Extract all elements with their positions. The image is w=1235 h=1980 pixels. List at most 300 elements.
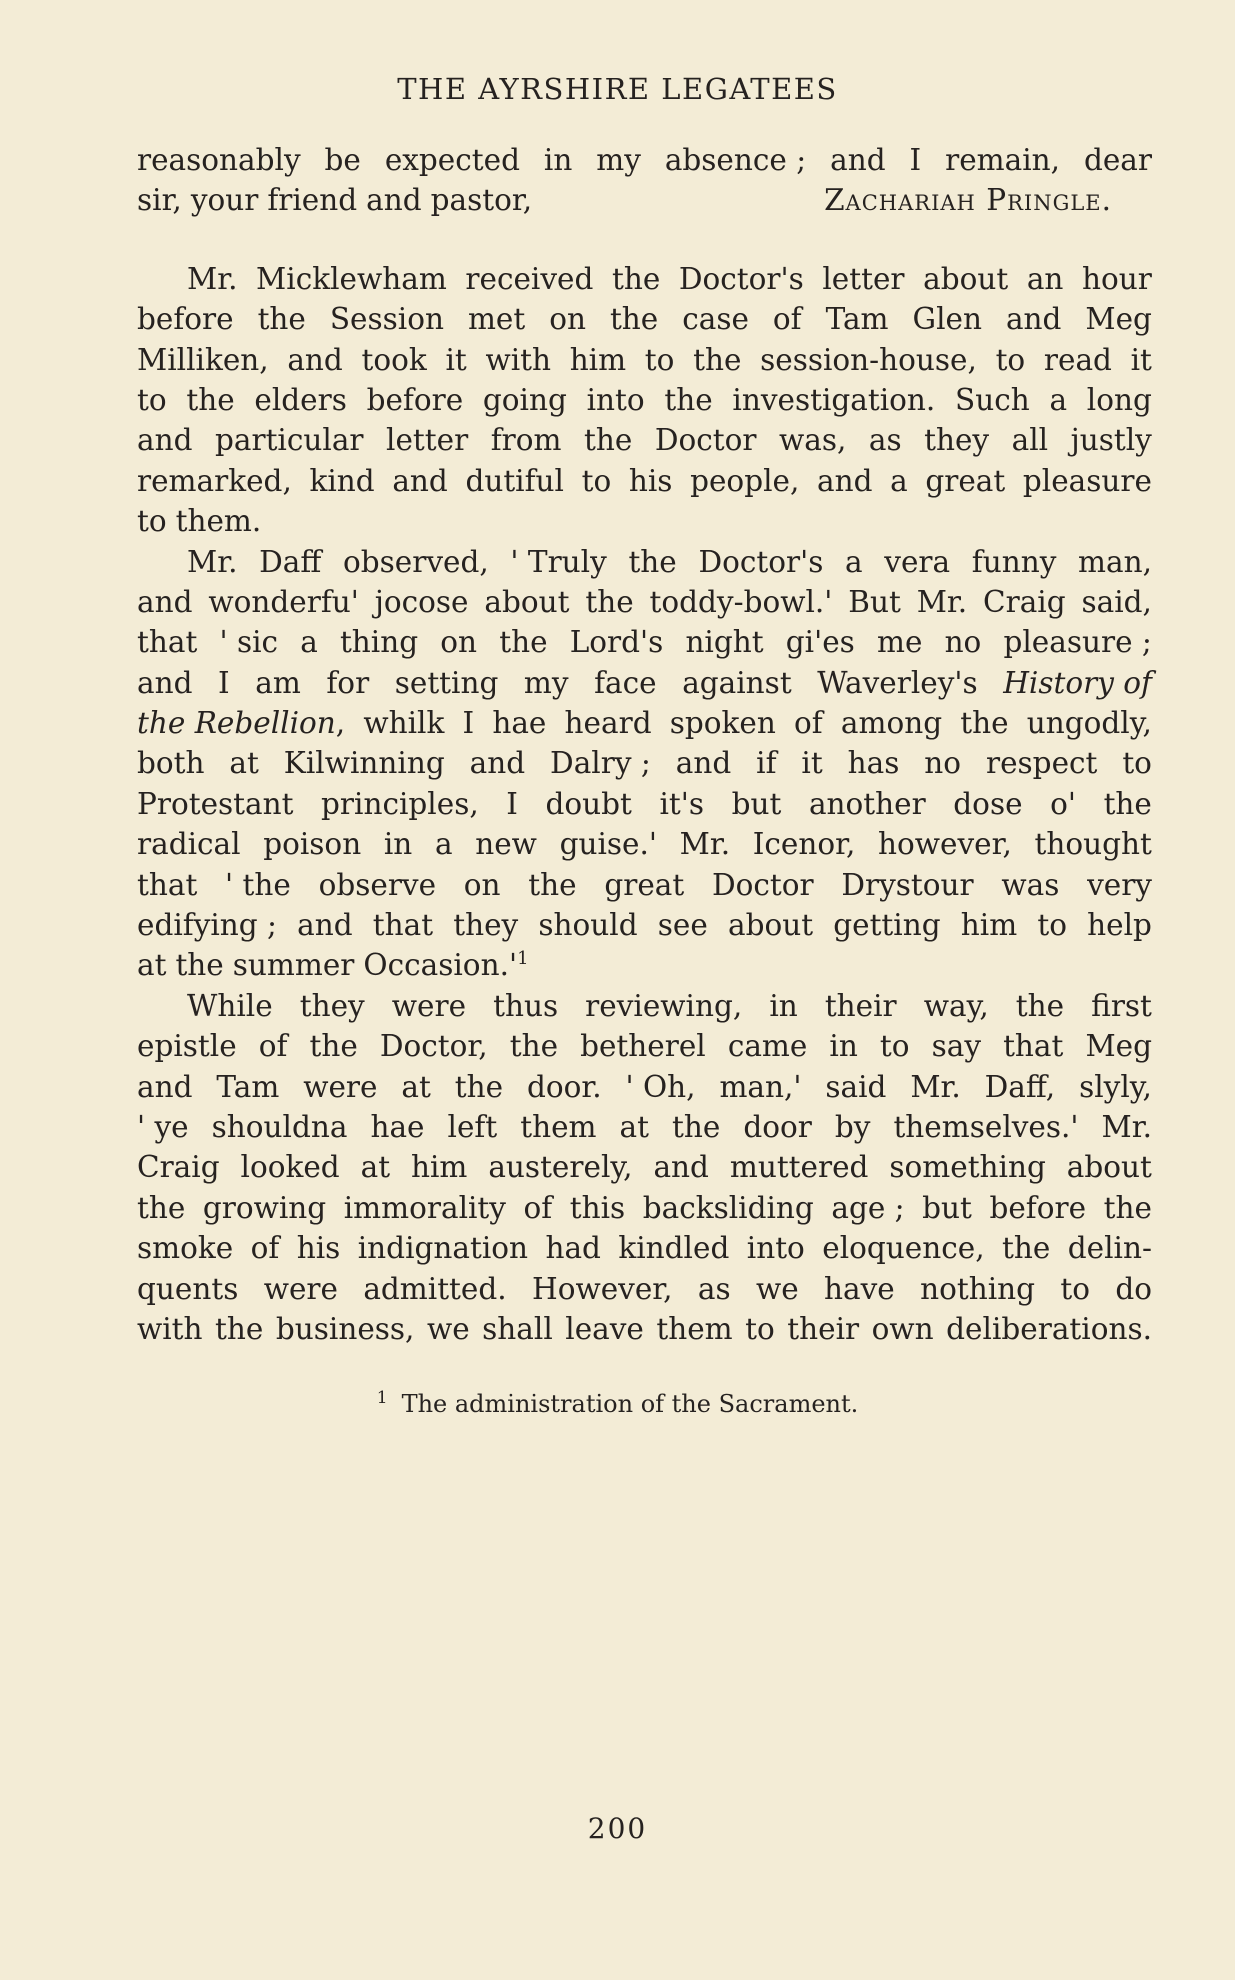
word: and	[137, 665, 193, 700]
word: door	[743, 1109, 812, 1144]
word: hae	[370, 1109, 425, 1144]
word: them	[656, 1311, 733, 1346]
word: slyly,	[1079, 1069, 1152, 1104]
word: see	[657, 908, 708, 943]
word: the	[584, 423, 633, 458]
word: but	[922, 1190, 972, 1225]
word: of	[258, 1029, 288, 1064]
word: poison	[263, 827, 362, 862]
word: business,	[275, 1311, 415, 1346]
word: Doctor	[711, 867, 814, 902]
text-line	[137, 140, 1152, 180]
word: by	[834, 1109, 871, 1144]
word: the	[585, 584, 634, 619]
word: left	[447, 1109, 498, 1144]
text-line	[137, 1067, 1152, 1107]
word: have	[824, 1271, 895, 1306]
page-number: 200	[587, 1812, 648, 1845]
word: Mr.	[679, 827, 731, 862]
word: admitted.	[363, 1271, 507, 1306]
word: absence ;	[664, 143, 807, 177]
word: in	[769, 988, 798, 1023]
word: be	[324, 143, 361, 177]
word: were	[263, 1271, 338, 1306]
word: Meg	[1085, 1029, 1152, 1064]
word: that	[1003, 1029, 1064, 1064]
word: sir,	[137, 183, 182, 218]
word: my	[596, 143, 641, 177]
text-line	[137, 743, 1152, 783]
word: muttered	[729, 1150, 869, 1185]
word: if	[756, 746, 777, 781]
footnote-text: The administration of the Sacrament.	[401, 1390, 859, 1418]
word: before	[137, 302, 234, 337]
word: the	[960, 706, 1009, 741]
word: came	[727, 1029, 808, 1064]
word: were	[303, 1069, 378, 1104]
word: Kilwinning	[283, 746, 445, 781]
word: people,	[690, 463, 800, 498]
word: great	[604, 867, 685, 902]
word: o'	[1050, 786, 1076, 821]
word: Doctor's	[678, 261, 804, 296]
word: received	[465, 261, 594, 296]
word: quents	[137, 1271, 239, 1306]
word: to	[879, 1029, 910, 1064]
word: to	[644, 342, 675, 377]
word: the	[628, 544, 677, 579]
word: face	[594, 665, 657, 700]
word: ' sic	[219, 625, 279, 660]
word: and	[366, 183, 422, 218]
word: ' the	[225, 867, 291, 902]
word: shouldna	[211, 1109, 348, 1144]
word: themselves.'	[893, 1109, 1079, 1144]
word: observe	[318, 867, 437, 902]
word: me	[876, 625, 923, 660]
word: pleasure ;	[1003, 625, 1152, 660]
word: dutiful	[465, 463, 564, 498]
word: of	[794, 706, 823, 741]
word: the	[499, 625, 548, 660]
word: guise.'	[559, 827, 657, 862]
word: about	[923, 261, 1009, 296]
word: Such	[955, 382, 1030, 417]
word: the	[454, 1069, 504, 1104]
word: and	[392, 463, 448, 498]
word: about	[484, 584, 570, 619]
word: kind	[309, 463, 375, 498]
word: edifying ;	[137, 908, 277, 943]
italic-title: the Rebellion	[137, 706, 336, 741]
word: letter	[386, 423, 469, 458]
word: shall	[482, 1311, 553, 1346]
word: and	[137, 584, 193, 619]
word: of	[250, 1231, 280, 1266]
word: the	[1015, 988, 1065, 1023]
word: going	[482, 382, 567, 417]
word: the	[186, 382, 235, 417]
text-line	[137, 461, 1152, 501]
word: While	[187, 988, 273, 1023]
word: Lord's	[569, 625, 664, 660]
word: ' Oh,	[625, 1069, 696, 1104]
word: case	[682, 302, 749, 337]
word: particular	[215, 423, 364, 458]
word	[137, 703, 345, 743]
text-line	[137, 1309, 1152, 1349]
word: own	[871, 1311, 934, 1346]
word: of	[772, 302, 802, 337]
word: to	[1060, 1271, 1090, 1306]
word: pastor,	[430, 183, 533, 218]
word: Mr.	[187, 544, 238, 579]
word: the	[1002, 1231, 1051, 1266]
word: Session	[329, 302, 444, 337]
word: no	[944, 625, 982, 660]
word: but	[731, 786, 782, 821]
paragraph-gap	[137, 221, 1152, 259]
word: to	[137, 382, 167, 417]
word: radical	[137, 827, 241, 862]
word: the	[609, 302, 659, 337]
word: Meg	[1085, 302, 1152, 337]
word: their	[787, 1311, 860, 1346]
word: the	[664, 382, 713, 417]
text-line	[137, 1026, 1152, 1066]
word: the	[215, 1311, 264, 1346]
word: a	[300, 625, 318, 660]
word: austerely,	[488, 1150, 633, 1185]
word: a	[434, 827, 453, 862]
word: Mr.	[187, 261, 238, 296]
text-line	[137, 180, 1152, 220]
word: on	[463, 867, 501, 902]
word: epistle	[137, 1029, 237, 1064]
word: observed,	[343, 544, 489, 579]
word: Daff	[259, 544, 322, 579]
word: into	[586, 382, 645, 417]
word: Milliken,	[137, 342, 269, 377]
word: to	[745, 1311, 775, 1346]
word: nothing	[920, 1271, 1036, 1306]
word: read	[1043, 342, 1112, 377]
word: I	[462, 706, 475, 741]
word: expected	[384, 143, 520, 177]
word: ungodly,	[1026, 706, 1152, 741]
word: said	[825, 1069, 887, 1104]
text-line	[137, 1147, 1152, 1187]
footnote-mark: 1	[376, 1388, 388, 1408]
word: long	[1086, 382, 1152, 417]
word: say	[931, 1029, 982, 1064]
text-line	[137, 1228, 1152, 1268]
word: in	[543, 143, 573, 177]
word: do	[1115, 1271, 1152, 1306]
word: and	[675, 746, 732, 781]
word: way,	[923, 988, 989, 1023]
word: ' ye	[137, 1109, 189, 1144]
word: at	[229, 746, 259, 781]
word: Craig	[983, 584, 1066, 619]
word: a	[845, 544, 863, 579]
word: his	[628, 463, 673, 498]
word: thought	[1034, 827, 1152, 862]
word: Protestant	[137, 786, 294, 821]
text-line	[137, 1107, 1152, 1147]
text-line	[137, 380, 1152, 420]
text-line	[137, 420, 1152, 460]
word: as	[868, 423, 902, 458]
word: pleasure	[1022, 463, 1152, 498]
word: him	[569, 342, 627, 377]
word: man,	[1078, 544, 1152, 579]
word: to	[1037, 908, 1067, 943]
word: heard	[564, 706, 652, 741]
word: I	[218, 665, 230, 700]
word: at	[619, 1109, 649, 1144]
word: investigation.	[732, 382, 936, 417]
word: him	[411, 1150, 468, 1185]
word: said,	[1081, 584, 1152, 619]
word: it	[1130, 342, 1152, 377]
text-line	[137, 663, 1152, 703]
word: we	[426, 1311, 470, 1346]
word: very	[1087, 867, 1152, 902]
word: an	[1026, 261, 1064, 296]
word: the	[1103, 786, 1152, 821]
word: reviewing,	[585, 988, 743, 1023]
footnote-ref: 1	[517, 948, 529, 970]
word: it	[801, 746, 823, 781]
text-line	[137, 259, 1152, 299]
word: before	[366, 382, 464, 417]
word: on	[440, 625, 478, 660]
word: whilk	[363, 706, 445, 741]
word: the	[309, 1029, 358, 1064]
word: Doctor's	[698, 544, 824, 579]
word: him	[960, 908, 1018, 943]
word: door.	[526, 1069, 602, 1104]
text-line	[137, 622, 1152, 662]
word: they	[924, 423, 990, 458]
word: principles,	[321, 786, 479, 821]
word: Tam	[825, 302, 889, 337]
word: to	[995, 342, 1026, 377]
word: it's	[659, 786, 705, 821]
word: both	[137, 746, 205, 781]
word: summer	[232, 948, 355, 983]
text-line	[137, 340, 1152, 380]
punctuation: ,	[335, 706, 346, 741]
word: letter	[822, 261, 905, 296]
word: looked	[240, 1150, 340, 1185]
word: Daff,	[984, 1069, 1056, 1104]
word: leave	[565, 1311, 644, 1346]
text-line	[137, 1188, 1152, 1228]
word: and	[137, 1069, 193, 1104]
word: them.	[175, 504, 262, 539]
word: friend	[267, 183, 358, 218]
word: no	[924, 746, 962, 781]
word: ' Truly	[510, 544, 607, 579]
word: all	[1011, 423, 1049, 458]
text-line	[137, 986, 1152, 1026]
word: and	[817, 463, 873, 498]
word: dose	[953, 786, 1023, 821]
word: in	[829, 1029, 858, 1064]
word: the	[175, 948, 224, 983]
word: was	[1001, 867, 1060, 902]
word: that	[137, 867, 198, 902]
running-head: THE AYRSHIRE LEGATEES	[397, 72, 838, 106]
word: doubt	[545, 786, 632, 821]
word: session-house,	[760, 342, 977, 377]
word: that	[137, 625, 198, 660]
word: hour	[1082, 261, 1152, 296]
word: remain,	[945, 143, 1061, 177]
word: a	[890, 463, 908, 498]
word: remarked,	[137, 463, 292, 498]
word: Dalry ;	[550, 746, 651, 781]
word: man,'	[719, 1069, 802, 1104]
word: in	[383, 827, 413, 862]
word: something	[889, 1150, 1046, 1185]
word: among	[840, 706, 943, 741]
word: am	[255, 665, 301, 700]
word: his	[296, 1231, 341, 1266]
text-line	[137, 945, 1152, 985]
word: and	[469, 746, 526, 781]
word: before	[989, 1190, 1087, 1225]
word: and	[830, 143, 886, 177]
text-line	[137, 905, 1152, 945]
footnote	[0, 1390, 1235, 1418]
word: Micklewham	[256, 261, 447, 296]
word: justly	[1070, 423, 1152, 458]
word: the	[672, 1109, 721, 1144]
word: smoke	[137, 1231, 234, 1266]
word: first	[1091, 988, 1152, 1023]
word: and	[297, 908, 353, 943]
word: against	[682, 665, 792, 700]
italic-title: History of	[1003, 665, 1152, 700]
word: delin-	[1067, 1231, 1152, 1266]
word: jocose	[374, 584, 469, 619]
word: on	[549, 302, 586, 337]
word: the	[528, 867, 577, 902]
word: respect	[985, 746, 1098, 781]
word: they	[299, 988, 365, 1023]
word: has	[847, 746, 900, 781]
word: age ;	[831, 1190, 905, 1225]
word: however,	[878, 827, 1012, 862]
word: at	[401, 1069, 431, 1104]
word: to	[1122, 746, 1152, 781]
word: But	[848, 584, 901, 619]
word: as	[697, 1271, 731, 1306]
text-line	[137, 1269, 1152, 1309]
text-line	[137, 542, 1152, 582]
word: that	[372, 908, 434, 943]
word: the	[611, 261, 661, 296]
text-line	[137, 299, 1152, 339]
word: the	[693, 342, 742, 377]
word: Icenor,	[752, 827, 856, 862]
word: the	[257, 302, 306, 337]
word: we	[755, 1271, 799, 1306]
text-line	[137, 865, 1152, 905]
word: the	[509, 1029, 559, 1064]
word: thing	[339, 625, 419, 660]
word: Doctor	[654, 423, 757, 458]
word: indignation	[357, 1231, 529, 1266]
word: hae	[492, 706, 547, 741]
word: thus	[493, 988, 559, 1023]
word: new	[475, 827, 537, 862]
word: Mr.	[910, 1069, 961, 1104]
word: elders	[254, 382, 347, 417]
word: Glen	[912, 302, 982, 337]
word: of	[523, 1190, 553, 1225]
word: Craig	[137, 1150, 220, 1185]
word: growing	[202, 1190, 327, 1225]
word: had	[545, 1231, 601, 1266]
word: into	[746, 1231, 805, 1266]
word: my	[523, 665, 569, 700]
text-line-left	[137, 180, 532, 220]
word: Mr.	[916, 584, 968, 619]
word: met	[467, 302, 526, 337]
word: However,	[531, 1271, 673, 1306]
word: spoken	[669, 706, 776, 741]
word: Doctor,	[379, 1029, 488, 1064]
word: was,	[779, 423, 847, 458]
word: Tam	[216, 1069, 280, 1104]
word: they	[453, 908, 519, 943]
word: deliberations.	[946, 1311, 1152, 1346]
word: getting	[833, 908, 941, 943]
word: toddy-bowl.'	[649, 584, 833, 619]
word: immorality	[343, 1190, 506, 1225]
word: wonderfu'	[208, 584, 359, 619]
word: to	[581, 463, 612, 498]
word: Waverley's	[817, 665, 978, 700]
text-line	[137, 582, 1152, 622]
word: funny	[971, 544, 1057, 579]
word: took	[361, 342, 427, 377]
word: $Occasion.'^1$	[363, 948, 529, 983]
word: reasonably	[137, 143, 301, 177]
word: it	[445, 342, 467, 377]
word: the	[1103, 1190, 1152, 1225]
body-text	[137, 140, 1152, 1349]
word: their	[824, 988, 897, 1023]
word: I	[909, 143, 922, 177]
word: with	[137, 1311, 203, 1346]
word: your	[190, 183, 259, 218]
word: Drystour	[841, 867, 974, 902]
word: setting	[394, 665, 499, 700]
word: backsliding	[642, 1190, 814, 1225]
word: them	[520, 1109, 597, 1144]
word: were	[391, 988, 467, 1023]
word: Mr.	[1101, 1109, 1152, 1144]
word: dear	[1083, 143, 1152, 177]
word: I	[506, 786, 518, 821]
word: another	[808, 786, 926, 821]
word: and	[653, 1150, 709, 1185]
